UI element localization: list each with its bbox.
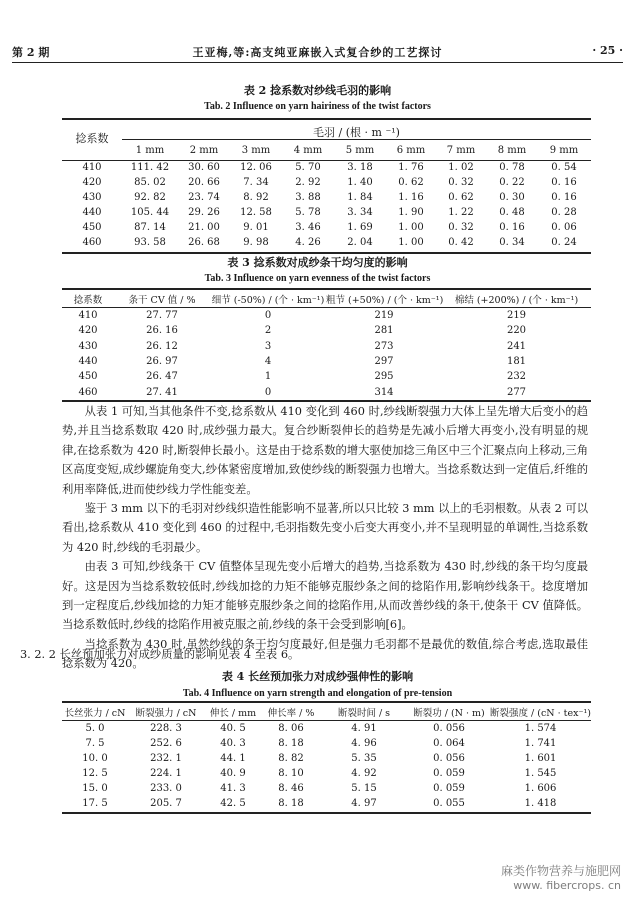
table2-caption-cn: 表 2 捻系数对纱线毛羽的影响 xyxy=(243,84,392,97)
table4-cell: 233. 0 xyxy=(150,783,182,794)
table2-top-rule xyxy=(62,118,591,120)
table4-cell: 0. 059 xyxy=(433,783,465,794)
table4-cell: 40. 5 xyxy=(220,723,246,734)
table2-cell: 3. 34 xyxy=(347,207,373,218)
table4-caption-en: Tab. 4 Influence on yarn strength and elongation of pre-tension xyxy=(182,688,453,699)
table3-cell: 232 xyxy=(506,371,527,383)
table2-group-header: 毛羽 / (根 · m ⁻¹) xyxy=(313,126,400,139)
paragraph-2: 鉴于 3 mm 以下的毛羽对纱线织造性能影响不显著,所以只比较 3 mm 以上的毛羽根数。从表 2 可以看出,捻系数从 410 变化到 460 的过程中,毛羽指数先变小后变大再变小,并不呈现明显的单调性,当捻系数为 420 时,纱线的毛羽最少。 xyxy=(62,502,589,554)
table2-cell: 87. 14 xyxy=(134,222,166,233)
running-header xyxy=(12,44,623,60)
table2-cell: 0. 22 xyxy=(499,177,525,188)
table2-cell: 0. 24 xyxy=(551,237,577,248)
table3-cell: 26. 97 xyxy=(146,355,178,367)
table4-row xyxy=(62,783,591,799)
table2-cell: 430 xyxy=(82,192,102,203)
table3-cell: 181 xyxy=(506,355,527,367)
table4-cell: 252. 6 xyxy=(150,738,182,749)
table2-cell: 7. 34 xyxy=(243,177,269,188)
table3-cell: 460 xyxy=(78,386,98,398)
table3-row xyxy=(62,371,591,387)
table3-cell: 420 xyxy=(78,325,98,337)
table3-cell: 297 xyxy=(374,355,394,367)
table3-cell: 314 xyxy=(374,386,394,398)
table2-subheader-cell: 3 mm xyxy=(241,145,271,156)
table2-cell: 410 xyxy=(82,162,102,173)
table2-cell: 1. 69 xyxy=(347,222,373,233)
table4-row xyxy=(62,753,591,769)
table2-cell: 0. 42 xyxy=(448,237,474,248)
table2-subheader-cell: 5 mm xyxy=(345,145,375,156)
table4-bottom-rule xyxy=(62,812,591,814)
table2-cell: 30. 60 xyxy=(188,162,220,173)
table4-cell: 0. 064 xyxy=(433,738,465,749)
table4-row xyxy=(62,738,591,754)
table3-cell: 0 xyxy=(264,310,272,321)
table4-cell: 8. 10 xyxy=(278,768,304,779)
table4-cell: 8. 82 xyxy=(278,753,304,764)
table2-cell: 2. 04 xyxy=(347,237,373,248)
table2-subheader-row xyxy=(62,145,591,161)
table3-cell: 4 xyxy=(264,355,272,367)
table3-cell: 241 xyxy=(506,340,527,352)
table2-row xyxy=(62,207,591,223)
table4-top-rule xyxy=(62,701,591,703)
table4-header-rule xyxy=(62,720,591,721)
watermark-url: www. fibercrops. cn xyxy=(513,879,621,892)
table2-cell: 0. 28 xyxy=(551,207,577,218)
table4-cell: 1. 741 xyxy=(524,738,557,749)
table3-caption-cn: 表 3 捻系数对成纱条干均匀度的影响 xyxy=(227,256,408,269)
issue-number: 第 2 期 xyxy=(12,46,50,59)
table2-cell: 3. 88 xyxy=(295,192,321,203)
table4-cell: 0. 055 xyxy=(433,798,465,809)
table3-cell: 26. 12 xyxy=(146,340,178,352)
table2-cell: 111. 42 xyxy=(130,162,170,173)
table2-cell: 23. 74 xyxy=(188,192,220,203)
table4-header-cell: 伸长率 / % xyxy=(267,708,315,719)
table2-group-rule xyxy=(122,139,591,140)
table3-cell: 430 xyxy=(78,340,98,352)
table2-cell: 1. 40 xyxy=(347,177,373,188)
paragraph-3: 由表 3 可知,纱线条干 CV 值整体呈现先变小后增大的趋势,当捻系数为 430 时,纱线的条干均匀度最好。这是因为当捻系数较低时,纱线加捻的力矩不能够克服纱条之间的捻陷作用,影响纱线条干。捻度增加到一定程度后,纱线加捻的力矩才能够克服纱条之间的捻陷作用,从而改善纱线的条干,使条干 CV 值降低。当捻系数低时,纱线的捻陷作用被克服之前,纱线的条干会受到影响[6]。 xyxy=(62,560,588,632)
table4-caption-cn: 表 4 长丝预加张力对成纱强伸性的影响 xyxy=(221,670,414,683)
table3-cell: 277 xyxy=(506,386,527,398)
watermark-cn: 麻类作物营养与施肥网 xyxy=(500,864,621,878)
table4-cell: 7. 5 xyxy=(85,738,105,749)
table2-cell: 0. 62 xyxy=(448,192,474,203)
table2-cell: 26. 68 xyxy=(188,237,220,248)
table2-caption-en: Tab. 2 Influence on yarn hairiness of the twist factors xyxy=(204,101,431,112)
table4-cell: 44. 1 xyxy=(220,753,246,764)
table4-cell: 4. 92 xyxy=(351,768,377,779)
table3-cell: 219 xyxy=(374,310,394,321)
table2-cell: 460 xyxy=(82,237,102,248)
table2-header-rule xyxy=(62,160,591,161)
table2-cell: 1. 22 xyxy=(448,207,474,218)
table2-cell: 0. 16 xyxy=(551,192,577,203)
table3-row xyxy=(62,325,591,341)
table4-header-cell: 断裂时间 / s xyxy=(337,708,391,719)
table2-cell: 3. 18 xyxy=(347,162,373,173)
table2-row xyxy=(62,237,591,253)
table2-cell: 0. 32 xyxy=(448,177,474,188)
table4-cell: 228. 3 xyxy=(150,723,182,734)
table2-cell: 0. 16 xyxy=(499,222,525,233)
table4-cell: 1. 606 xyxy=(524,783,557,794)
table2-cell: 0. 16 xyxy=(551,177,577,188)
table2-cell: 420 xyxy=(82,177,102,188)
table3-cell: 220 xyxy=(506,325,527,337)
table2-cell: 4. 26 xyxy=(295,237,321,248)
table2-subheader-cell: 2 mm xyxy=(189,145,219,156)
table2-cell: 1. 16 xyxy=(398,192,424,203)
table2-cell: 12. 58 xyxy=(240,207,272,218)
table4-cell: 17. 5 xyxy=(82,798,108,809)
table4-cell: 4. 97 xyxy=(351,798,377,809)
table3-row xyxy=(62,356,591,372)
table2-subheader-cell: 4 mm xyxy=(293,145,323,156)
body-text xyxy=(62,402,588,674)
table3-row xyxy=(62,341,591,357)
table4-cell: 1. 418 xyxy=(524,798,557,809)
table4-cell: 5. 35 xyxy=(351,753,377,764)
table2-col0-header: 捻系数 xyxy=(75,132,109,145)
table2-cell: 20. 66 xyxy=(188,177,220,188)
table4-cell: 42. 5 xyxy=(220,798,246,809)
table2-row xyxy=(62,177,591,193)
table4-cell: 15. 0 xyxy=(82,783,108,794)
table3-cell: 27. 77 xyxy=(146,310,178,321)
table4-cell: 0. 056 xyxy=(433,723,465,734)
table2-row xyxy=(62,222,591,238)
table4-cell: 0. 059 xyxy=(433,768,465,779)
table2-cell: 9. 98 xyxy=(243,237,269,248)
table3-cell: 281 xyxy=(374,325,394,337)
table2-subheader-cell: 8 mm xyxy=(497,145,527,156)
table2-cell: 0. 34 xyxy=(499,237,525,248)
table2-cell: 92. 82 xyxy=(134,192,166,203)
table4-cell: 8. 18 xyxy=(278,798,304,809)
table2-cell: 0. 30 xyxy=(499,192,525,203)
table2-cell: 0. 48 xyxy=(499,207,525,218)
table4-cell: 4. 96 xyxy=(351,738,377,749)
table2-cell: 105. 44 xyxy=(130,207,170,218)
table2-cell: 1. 84 xyxy=(347,192,373,203)
table4-header-cell: 伸长 / mm xyxy=(209,708,257,719)
table4-cell: 40. 3 xyxy=(220,738,246,749)
table3-caption-en: Tab. 3 Influence on yarn evenness of the twist factors xyxy=(204,273,431,284)
table3-cell: 0 xyxy=(264,386,272,398)
table3-row xyxy=(62,310,591,326)
table2-cell: 9. 01 xyxy=(243,222,269,233)
table3-header-cell: 棉结 (+200%) / (个 · km⁻¹) xyxy=(454,295,579,306)
table2-cell: 21. 00 xyxy=(188,222,220,233)
table3-cell: 219 xyxy=(506,310,527,321)
table2-cell: 8. 92 xyxy=(243,192,269,203)
table3-cell: 26. 16 xyxy=(146,325,178,337)
table4-cell: 12. 5 xyxy=(82,768,108,779)
table4-header-cell: 断裂强力 / cN xyxy=(135,708,197,719)
table2-cell: 0. 54 xyxy=(551,162,577,173)
table2-cell: 0. 78 xyxy=(499,162,525,173)
table4-cell: 1. 574 xyxy=(524,723,557,734)
table3-header-cell: 捻系数 xyxy=(73,295,103,306)
paragraph-1: 从表 1 可知,当其他条件不变,捻系数从 410 变化到 460 时,纱线断裂强力大体上呈先增大后变小的趋势,并且当捻系数取 420 时,成纱强力最大。复合纱断裂伸长的趋势是先减小后增大再变小,没有明显的规律,在捻系数为 420 时,断裂伸长最小。这是由于捻系数的增大驱使加捻三角区中三个汇聚点向上移动,三角区高度变短,成纱螺旋角变大,纱体紧密度增加,致使纱线的断裂强力也增大。当捻系数达到一定值后,纤维的利用率降低,进而使纱线力学性能变差。 xyxy=(62,405,588,496)
table2-cell: 0. 62 xyxy=(398,177,424,188)
table2-cell: 1. 00 xyxy=(398,237,424,248)
table3-cell: 27. 41 xyxy=(146,386,178,398)
table2-cell: 1. 90 xyxy=(398,207,424,218)
table3-cell: 273 xyxy=(374,340,394,352)
table4-cell: 8. 18 xyxy=(278,738,304,749)
table4-cell: 4. 91 xyxy=(351,723,377,734)
table2-cell: 1. 76 xyxy=(398,162,424,173)
table4-cell: 5. 0 xyxy=(85,723,105,734)
table4-cell: 0. 056 xyxy=(433,753,465,764)
section-heading: 3. 2. 2 长丝预加张力对成纱质量的影响见表 4 至表 6。 xyxy=(20,648,300,661)
table2-cell: 0. 06 xyxy=(551,222,577,233)
authors-title: 王亚梅,等:高支纯亚麻嵌入式复合纱的工艺探讨 xyxy=(192,46,443,59)
table3-cell: 440 xyxy=(78,355,98,367)
table2-cell: 29. 26 xyxy=(188,207,220,218)
table2-subheader-cell: 1 mm xyxy=(135,145,165,156)
table2-cell: 85. 02 xyxy=(134,177,166,188)
table4-cell: 232. 1 xyxy=(150,753,182,764)
table4-header-cell: 长丝张力 / cN xyxy=(64,708,126,719)
table2-cell: 440 xyxy=(82,207,102,218)
table3-header-cell: 粗节 (+50%) / (个 · km⁻¹) xyxy=(326,295,444,306)
table4-cell: 8. 46 xyxy=(278,783,304,794)
table3-top-rule xyxy=(62,288,591,290)
table3-header-row xyxy=(62,292,591,308)
table2-cell: 0. 32 xyxy=(448,222,474,233)
table4-cell: 40. 9 xyxy=(220,768,246,779)
table2-cell: 1. 00 xyxy=(398,222,424,233)
table4-header-row xyxy=(62,705,591,721)
table3-cell: 1 xyxy=(264,371,272,383)
table2-row xyxy=(62,192,591,208)
table4-cell: 1. 545 xyxy=(524,768,557,779)
table4-header-cell: 断裂强度 / (cN · tex⁻¹) xyxy=(490,708,591,719)
table3-cell: 450 xyxy=(78,371,98,383)
table2-cell: 5. 70 xyxy=(295,162,321,173)
table4-row xyxy=(62,768,591,784)
table4-cell: 8. 06 xyxy=(278,723,304,734)
table4-cell: 10. 0 xyxy=(82,753,108,764)
table2-subheader-cell: 7 mm xyxy=(446,145,476,156)
table2-subheader-cell: 6 mm xyxy=(396,145,426,156)
section-3-2-2 xyxy=(20,645,588,664)
table4-row xyxy=(62,723,591,739)
table2-subheader-cell: 9 mm xyxy=(549,145,579,156)
table2-cell: 1. 02 xyxy=(448,162,474,173)
table2-cell: 3. 46 xyxy=(295,222,321,233)
table2-cell: 5. 78 xyxy=(295,207,321,218)
table2-cell: 12. 06 xyxy=(240,162,272,173)
table2-cell: 450 xyxy=(82,222,102,233)
table4-cell: 1. 601 xyxy=(524,753,557,764)
table2-row xyxy=(62,162,591,178)
table4-cell: 205. 7 xyxy=(150,798,182,809)
table3-header-cell: 条干 CV 值 / % xyxy=(128,295,196,306)
table3-header-cell: 细节 (-50%) / (个 · km⁻¹) xyxy=(211,295,325,306)
table4-header-cell: 断裂功 / (N · m) xyxy=(413,708,485,719)
table3-header-rule xyxy=(62,307,591,308)
table4-cell: 5. 15 xyxy=(351,783,377,794)
paragraph-4: 当捻系数为 430 时,虽然纱线的条干均匀度最好,但是强力毛羽都不是最优的数值,综合考虑,选取最佳捻系数为 420。 xyxy=(62,637,588,671)
page-number: · 25 · xyxy=(592,44,623,57)
table3-cell: 2 xyxy=(264,325,272,337)
table4-cell: 224. 1 xyxy=(150,768,182,779)
table3-cell: 410 xyxy=(78,310,98,321)
header-rule xyxy=(12,62,623,63)
table2-cell: 2. 92 xyxy=(295,177,321,188)
table3-cell: 295 xyxy=(374,371,394,383)
table3-cell: 3 xyxy=(264,340,272,352)
table2-cell: 93. 58 xyxy=(134,237,166,248)
table4-cell: 41. 3 xyxy=(220,783,246,794)
table3-cell: 26. 47 xyxy=(146,371,178,383)
